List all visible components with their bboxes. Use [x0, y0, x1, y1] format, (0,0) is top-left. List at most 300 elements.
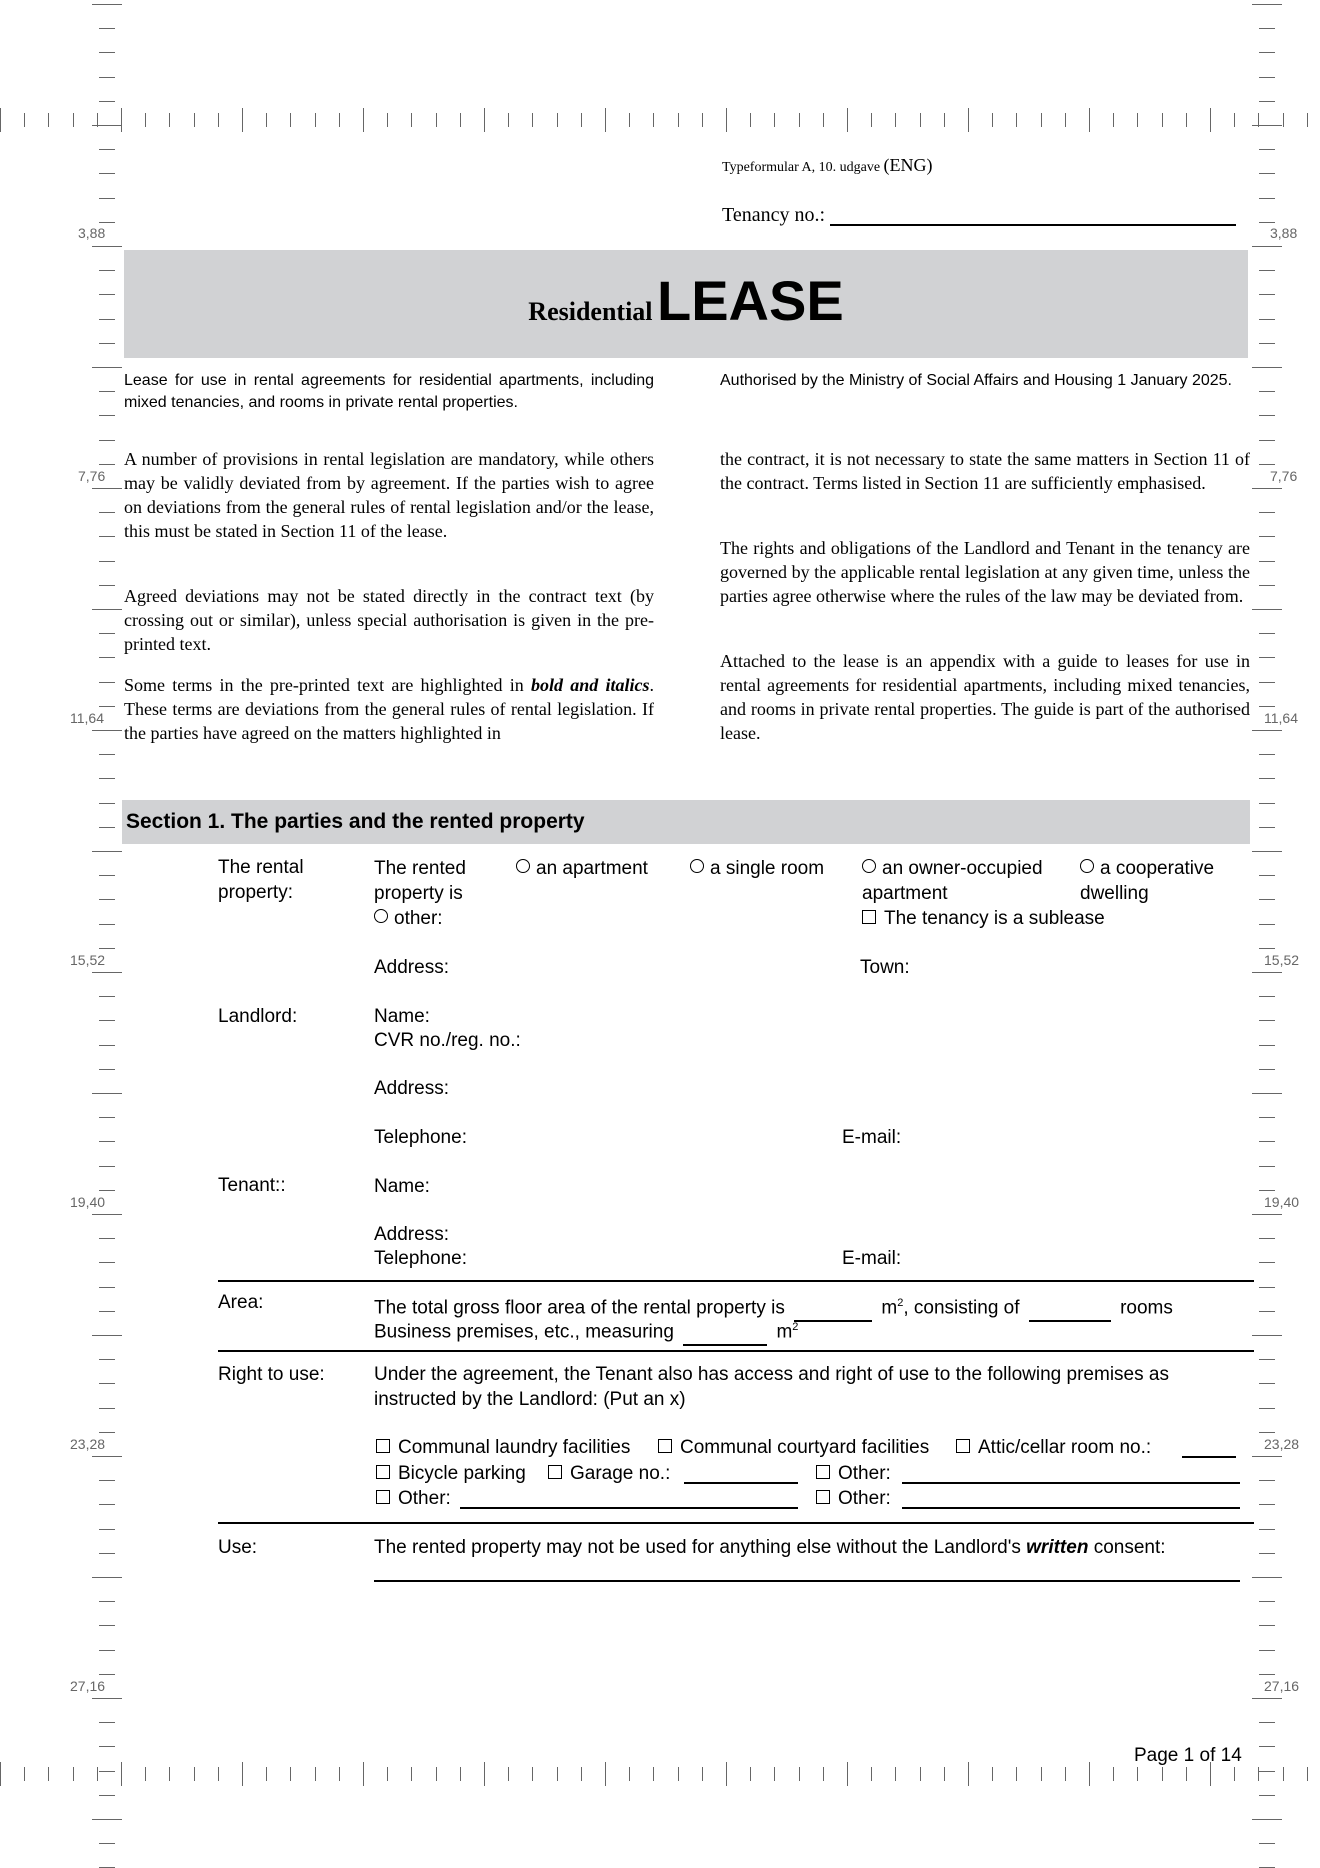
ruler-tick	[73, 1767, 74, 1781]
ruler-tick	[99, 585, 115, 586]
other-field-3[interactable]	[902, 1507, 1240, 1509]
page-number: Page 1 of 14	[1134, 1745, 1242, 1766]
ruler-tick	[48, 1767, 49, 1781]
ruler-tick	[1259, 1166, 1275, 1167]
ruler-mark-left: 23,28	[70, 1436, 106, 1452]
ruler-tick	[1259, 28, 1275, 29]
ruler-tick	[678, 113, 679, 127]
tenant-telephone-label: Telephone:	[374, 1248, 467, 1269]
ruler-tick	[99, 706, 115, 707]
ruler-mark-right: 27,16	[1264, 1678, 1300, 1694]
ruler-tick	[387, 1767, 388, 1781]
ruler-tick	[99, 173, 115, 174]
ruler-tick	[871, 1767, 872, 1781]
checkbox-icon	[816, 1465, 830, 1479]
ruler-tick	[99, 1383, 115, 1384]
landlord-email-label: E-mail:	[842, 1127, 902, 1148]
checkbox-label: Communal laundry facilities	[398, 1437, 631, 1458]
attic-checkbox[interactable]	[956, 1435, 1151, 1460]
other-checkbox-2[interactable]	[376, 1486, 451, 1511]
ruler-tick	[99, 1287, 115, 1288]
ruler-tick	[1259, 1771, 1275, 1772]
ruler-tick	[92, 246, 122, 247]
landlord-label: Landlord:	[218, 1006, 298, 1027]
ruler-tick	[823, 1767, 824, 1781]
bicycle-checkbox[interactable]	[376, 1461, 526, 1486]
ruler-tick	[799, 113, 800, 127]
ruler-tick	[1259, 1674, 1275, 1675]
ruler-tick	[363, 108, 364, 132]
option-label: other:	[394, 908, 443, 929]
ruler-mark-right: 11,64	[1264, 710, 1298, 726]
ruler-tick	[1307, 1767, 1308, 1781]
ruler-tick	[1234, 1767, 1235, 1781]
ruler-tick	[581, 1767, 582, 1781]
ruler-tick	[218, 113, 219, 127]
ruler-tick	[1252, 1456, 1282, 1457]
ruler-tick	[799, 1767, 800, 1781]
ruler-tick	[1259, 706, 1275, 707]
ruler-tick	[1258, 1767, 1259, 1781]
form-lang: (ENG)	[883, 155, 933, 175]
ruler-tick	[1065, 1767, 1066, 1781]
ruler-tick	[73, 113, 74, 127]
ruler-tick	[508, 1767, 509, 1781]
tenancy-label: Tenancy no.:	[722, 204, 826, 226]
ruler-tick	[1259, 1287, 1275, 1288]
ruler-tick	[1041, 1767, 1042, 1781]
attic-number-field[interactable]	[1182, 1456, 1236, 1458]
checkbox-label: Communal courtyard facilities	[680, 1437, 930, 1458]
ruler-tick	[99, 1625, 115, 1626]
ruler-tick	[411, 1767, 412, 1781]
ruler-tick	[1259, 899, 1275, 900]
ruler-tick	[1259, 1722, 1275, 1723]
ruler-tick	[99, 1553, 115, 1554]
ruler-tick	[1259, 343, 1275, 344]
radio-icon	[1080, 859, 1094, 873]
ruler-tick	[1283, 1767, 1284, 1781]
p3-emphasis: bold and italics	[531, 675, 650, 695]
ruler-tick	[99, 28, 115, 29]
ruler-tick	[1259, 657, 1275, 658]
ruler-tick	[99, 899, 115, 900]
ruler-tick	[1259, 1408, 1275, 1409]
section-title: Section 1. The parties and the rented property	[126, 810, 585, 833]
body-paragraph	[124, 673, 654, 745]
ruler-tick	[169, 1767, 170, 1781]
ruler-tick	[895, 1767, 896, 1781]
ruler-tick	[1259, 1117, 1275, 1118]
ruler-mark-right: 3,88	[1270, 225, 1298, 241]
ruler-tick	[1113, 113, 1114, 127]
ruler-tick	[99, 464, 115, 465]
ruler-tick	[1259, 222, 1275, 223]
ruler-tick	[944, 1767, 945, 1781]
ruler-tick	[1186, 1767, 1187, 1781]
ruler-tick	[99, 149, 115, 150]
ruler-tick	[99, 415, 115, 416]
ruler-tick	[847, 1762, 848, 1786]
property-town-label: Town:	[860, 957, 910, 978]
body-paragraph: Agreed deviations may not be stated directly in the contract text (by crossing out or similar), unless special authorisation is given in the pre-printed text.	[124, 586, 654, 654]
divider	[218, 1350, 1254, 1352]
top-ruler	[0, 108, 1320, 132]
ruler-tick	[1259, 875, 1275, 876]
tenant-label: Tenant::	[218, 1175, 286, 1196]
body-paragraph: A number of provisions in rental legislation are mandatory, while others may be validly deviated from by agreement. If the parties wish to agree on deviations from the general rules of rental legislation and/or the lease, this must be stated in Section 11 of the lease.	[124, 449, 654, 541]
ruler-tick	[1259, 996, 1275, 997]
courtyard-checkbox[interactable]	[658, 1435, 929, 1460]
ruler-tick	[99, 440, 115, 441]
ruler-tick	[750, 1767, 751, 1781]
ruler-tick	[1259, 52, 1275, 53]
ruler-tick	[1259, 1504, 1275, 1505]
other-field-2[interactable]	[460, 1507, 798, 1509]
ruler-tick	[1089, 108, 1090, 132]
checkbox-icon	[816, 1490, 830, 1504]
ruler-tick	[1162, 1767, 1163, 1781]
ruler-mark-right: 7,76	[1270, 468, 1298, 484]
area-text: The total gross floor area of the rental property is	[374, 1297, 785, 1319]
ruler-tick	[1252, 125, 1282, 126]
ruler-tick	[99, 343, 115, 344]
bottom-ruler	[0, 1762, 1320, 1786]
ruler-tick	[92, 1214, 122, 1215]
ruler-tick	[121, 1762, 122, 1786]
ruler-tick	[1259, 1359, 1275, 1360]
ruler-tick	[992, 1767, 993, 1781]
ruler-tick	[290, 113, 291, 127]
use-text-start: The rented property may not be used for anything else without the Landlord's	[374, 1537, 1027, 1558]
checkbox-label: Other:	[398, 1488, 451, 1509]
checkbox-label: Bicycle parking	[398, 1463, 526, 1484]
ruler-tick	[92, 488, 122, 489]
ruler-tick	[99, 948, 115, 949]
ruler-tick	[99, 1238, 115, 1239]
ruler-tick	[1259, 1432, 1275, 1433]
ruler-tick	[99, 1674, 115, 1675]
ruler-tick	[968, 108, 969, 132]
option-other[interactable]	[374, 906, 443, 931]
ruler-mark-left: 3,88	[78, 225, 106, 241]
checkbox-icon	[376, 1439, 390, 1453]
ruler-tick	[1259, 827, 1275, 828]
other-field-1[interactable]	[902, 1482, 1240, 1484]
ruler-tick	[1234, 113, 1235, 127]
ruler-tick	[1259, 536, 1275, 537]
ruler-tick	[920, 113, 921, 127]
option-label: a single room	[710, 858, 825, 879]
option-label: an owner-occupied apartment	[862, 858, 1043, 904]
option-owner-occupied[interactable]	[862, 856, 1062, 906]
ruler-tick	[97, 1767, 98, 1781]
ruler-tick	[1307, 113, 1308, 127]
form-id	[722, 155, 933, 176]
ruler-tick	[1252, 1214, 1282, 1215]
ruler-mark-right: 15,52	[1264, 952, 1300, 968]
ruler-tick	[99, 1359, 115, 1360]
option-apartment[interactable]	[516, 856, 648, 881]
ruler-tick	[1259, 1601, 1275, 1602]
ruler-tick	[99, 1432, 115, 1433]
area-text: rooms	[1120, 1297, 1173, 1319]
ruler-tick	[99, 222, 115, 223]
ruler-tick	[145, 1767, 146, 1781]
checkbox-icon	[956, 1439, 970, 1453]
ruler-tick	[653, 1767, 654, 1781]
ruler-tick	[653, 113, 654, 127]
area-text: , consisting of	[903, 1297, 1020, 1319]
checkbox-label: Garage no.:	[570, 1463, 671, 1484]
right-to-use-text: Under the agreement, the Tenant also has access and right of use to the following premises as instructed by the Landlord: (Put an x)	[374, 1364, 1169, 1410]
ruler-tick	[436, 113, 437, 127]
ruler-tick	[24, 113, 25, 127]
checkbox-icon	[376, 1490, 390, 1504]
ruler-tick	[1259, 682, 1275, 683]
option-cooperative[interactable]	[1080, 856, 1240, 906]
sublease-checkbox[interactable]	[862, 906, 1105, 931]
area-label: Area:	[218, 1292, 264, 1313]
title-large: LEASE	[656, 269, 844, 332]
option-single-room[interactable]	[690, 856, 824, 881]
ruler-mark-left: 27,16	[70, 1678, 106, 1694]
ruler-tick	[726, 108, 727, 132]
ruler-tick	[99, 270, 115, 271]
title-band	[124, 250, 1248, 358]
ruler-tick	[484, 108, 485, 132]
ruler-tick	[99, 1262, 115, 1263]
rooms-field[interactable]	[1029, 1295, 1111, 1322]
rented-property-is: The rented property is	[374, 858, 466, 904]
ruler-tick	[920, 1767, 921, 1781]
ruler-tick	[871, 113, 872, 127]
option-label: a cooperative dwelling	[1080, 858, 1215, 904]
floor-area-field[interactable]	[794, 1295, 872, 1322]
use-text-emphasis: written	[1026, 1537, 1089, 1558]
unit: m	[776, 1321, 793, 1343]
ruler-tick	[1259, 803, 1275, 804]
intro-right: Authorised by the Ministry of Social Affairs and Housing 1 January 2025.	[720, 372, 1232, 389]
ruler-tick	[92, 1335, 122, 1336]
ruler-tick	[99, 1771, 115, 1772]
tenant-name-label: Name:	[374, 1176, 430, 1197]
ruler-tick	[1259, 1383, 1275, 1384]
ruler-tick	[1259, 633, 1275, 634]
ruler-tick	[92, 367, 122, 368]
ruler-tick	[847, 108, 848, 132]
ruler-tick	[702, 1767, 703, 1781]
ruler-tick	[99, 1311, 115, 1312]
ruler-tick	[1016, 113, 1017, 127]
ruler-tick	[99, 1166, 115, 1167]
intro-left: Lease for use in rental agreements for residential apartments, including mixed tenancies, and rooms in private rental properties.	[124, 372, 654, 411]
property-address-label: Address:	[374, 957, 449, 978]
ruler-tick	[678, 1767, 679, 1781]
ruler-tick	[1259, 1746, 1275, 1747]
ruler-tick	[99, 827, 115, 828]
ruler-tick	[557, 113, 558, 127]
area-line-2	[374, 1315, 798, 1346]
ruler-tick	[266, 1767, 267, 1781]
ruler-tick	[99, 875, 115, 876]
ruler-tick	[1137, 113, 1138, 127]
ruler-tick	[1252, 4, 1282, 5]
landlord-name-label: Name:	[374, 1006, 430, 1027]
ruler-tick	[557, 1767, 558, 1781]
checkbox-icon	[376, 1465, 390, 1479]
laundry-checkbox[interactable]	[376, 1435, 630, 1460]
use-text	[374, 1535, 1166, 1560]
p3-end: . These terms are deviations from the general rules of rental legislation. If the parties have agreed on the matters highlighted in	[124, 675, 654, 743]
ruler-tick	[750, 113, 751, 127]
ruler-tick	[1259, 391, 1275, 392]
section-header	[122, 800, 1250, 844]
ruler-tick	[363, 1762, 364, 1786]
form-id-text: Typeformular A, 10. udgave	[722, 160, 881, 175]
ruler-tick	[823, 113, 824, 127]
unit: m	[881, 1297, 898, 1319]
ruler-mark-left: 7,76	[78, 468, 106, 484]
ruler-tick	[1259, 1020, 1275, 1021]
ruler-tick	[99, 561, 115, 562]
ruler-tick	[605, 1762, 606, 1786]
unit-sup: 2	[897, 1297, 904, 1309]
ruler-tick	[218, 1767, 219, 1781]
ruler-tick	[1259, 512, 1275, 513]
ruler-tick	[1259, 1190, 1275, 1191]
ruler-tick	[99, 1069, 115, 1070]
landlord-telephone-label: Telephone:	[374, 1127, 467, 1148]
ruler-tick	[266, 113, 267, 127]
divider	[218, 1280, 1254, 1282]
business-area-field[interactable]	[683, 1319, 767, 1346]
ruler-tick	[0, 1762, 1, 1786]
use-label: Use:	[218, 1537, 258, 1558]
ruler-tick	[1252, 367, 1282, 368]
ruler-tick	[1252, 730, 1282, 731]
ruler-tick	[1259, 1311, 1275, 1312]
checkbox-icon	[862, 910, 876, 924]
ruler-tick	[1259, 1795, 1275, 1796]
ruler-tick	[99, 1795, 115, 1796]
ruler-tick	[1259, 173, 1275, 174]
ruler-tick	[194, 1767, 195, 1781]
title-small: Residential	[528, 297, 653, 326]
ruler-tick	[99, 1117, 115, 1118]
ruler-tick	[1252, 1093, 1282, 1094]
ruler-tick	[411, 113, 412, 127]
ruler-tick	[92, 1093, 122, 1094]
ruler-tick	[1259, 1045, 1275, 1046]
tenancy-number-field[interactable]	[830, 224, 1236, 226]
garage-checkbox[interactable]	[548, 1461, 670, 1486]
ruler-tick	[1259, 101, 1275, 102]
use-field[interactable]	[374, 1580, 1240, 1582]
ruler-tick	[1259, 464, 1275, 465]
rental-property-label: The rental property:	[218, 857, 304, 903]
ruler-tick	[1259, 1625, 1275, 1626]
ruler-tick	[1252, 1335, 1282, 1336]
ruler-tick	[1089, 1762, 1090, 1786]
ruler-tick	[1259, 1480, 1275, 1481]
ruler-tick	[99, 657, 115, 658]
ruler-tick	[1259, 754, 1275, 755]
ruler-tick	[1041, 113, 1042, 127]
landlord-cvr-label: CVR no./reg. no.:	[374, 1030, 521, 1051]
radio-icon	[862, 859, 876, 873]
ruler-tick	[92, 972, 122, 973]
ruler-tick	[339, 1767, 340, 1781]
checkbox-icon	[658, 1439, 672, 1453]
ruler-tick	[92, 125, 122, 126]
ruler-tick	[1259, 270, 1275, 271]
ruler-tick	[605, 108, 606, 132]
ruler-tick	[290, 1767, 291, 1781]
ruler-tick	[92, 851, 122, 852]
body-paragraph: the contract, it is not necessary to state the same matters in Section 11 of the contract. Terms listed in Section 11 are sufficiently emphasised.	[720, 449, 1250, 493]
ruler-tick	[968, 1762, 969, 1786]
body-paragraph: Attached to the lease is an appendix with a guide to leases for use in rental agreements for residential apartments, including mixed tenancies, and rooms in private rental properties. The guide is part of the authorised lease.	[720, 651, 1250, 743]
ruler-tick	[895, 113, 896, 127]
ruler-tick	[1259, 1238, 1275, 1239]
checkbox-icon	[548, 1465, 562, 1479]
ruler-tick	[1137, 1767, 1138, 1781]
garage-number-field[interactable]	[684, 1482, 798, 1484]
ruler-tick	[581, 113, 582, 127]
other-checkbox-3[interactable]	[816, 1486, 891, 1511]
ruler-tick	[1259, 149, 1275, 150]
ruler-mark-right: 23,28	[1264, 1436, 1300, 1452]
ruler-tick	[339, 113, 340, 127]
tenant-email-label: E-mail:	[842, 1248, 902, 1269]
ruler-tick	[99, 1408, 115, 1409]
body-paragraph: The rights and obligations of the Landlord and Tenant in the tenancy are governed by the applicable rental legislation at any given time, unless the parties agree otherwise where the rules of the law may be deviated from.	[720, 538, 1250, 606]
ruler-tick	[629, 1767, 630, 1781]
other-checkbox-1[interactable]	[816, 1461, 891, 1486]
ruler-tick	[702, 113, 703, 127]
ruler-tick	[1065, 113, 1066, 127]
checkbox-label: Other:	[838, 1463, 891, 1484]
ruler-tick	[629, 113, 630, 127]
ruler-tick	[1252, 609, 1282, 610]
ruler-tick	[99, 1601, 115, 1602]
ruler-mark-right: 19,40	[1264, 1194, 1300, 1210]
ruler-tick	[726, 1762, 727, 1786]
ruler-tick	[1016, 1767, 1017, 1781]
ruler-tick	[460, 1767, 461, 1781]
ruler-tick	[944, 113, 945, 127]
ruler-tick	[99, 803, 115, 804]
ruler-tick	[99, 924, 115, 925]
ruler-tick	[1259, 778, 1275, 779]
ruler-tick	[145, 113, 146, 127]
ruler-tick	[1259, 1529, 1275, 1530]
ruler-tick	[1113, 1767, 1114, 1781]
ruler-tick	[1259, 1069, 1275, 1070]
ruler-tick	[99, 1746, 115, 1747]
ruler-tick	[436, 1767, 437, 1781]
ruler-tick	[99, 996, 115, 997]
divider	[218, 1522, 1254, 1524]
ruler-tick	[1252, 1577, 1282, 1578]
ruler-tick	[99, 1190, 115, 1191]
ruler-tick	[1252, 1819, 1282, 1820]
radio-icon	[690, 859, 704, 873]
ruler-tick	[1259, 1843, 1275, 1844]
ruler-tick	[99, 1722, 115, 1723]
ruler-tick	[99, 1141, 115, 1142]
